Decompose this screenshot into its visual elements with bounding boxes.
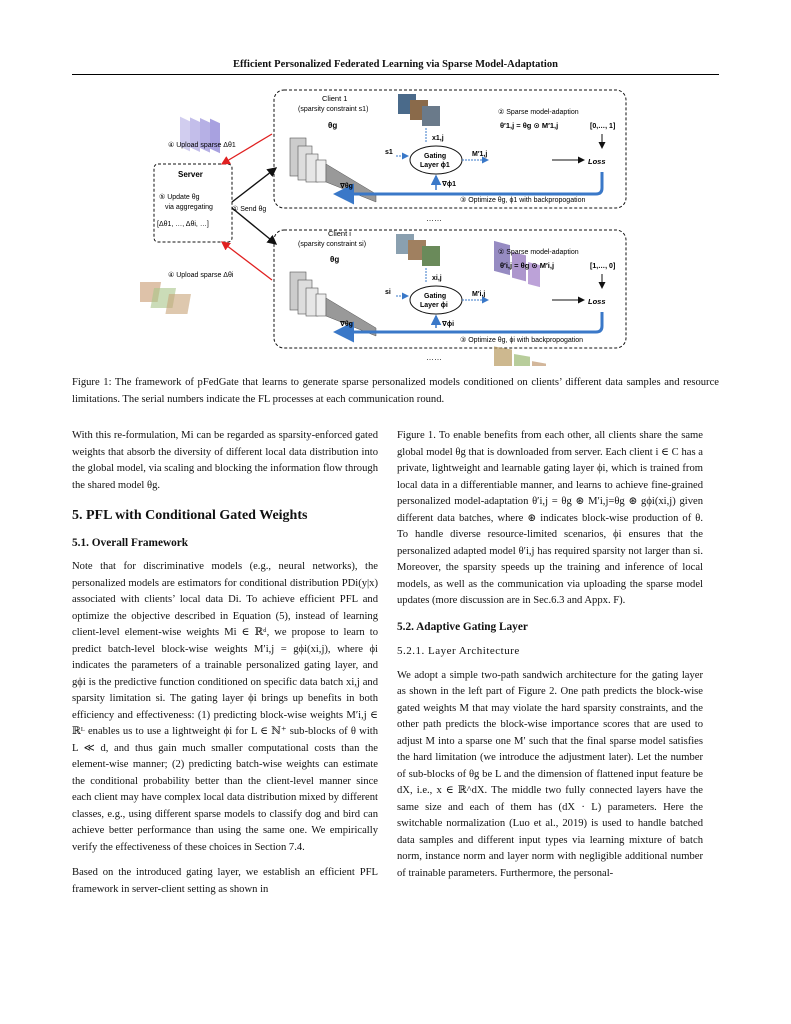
- header-rule: [72, 74, 719, 75]
- server-title: Server: [178, 170, 203, 179]
- range-i: [1,…, 0]: [590, 263, 616, 270]
- dots-middle: ……: [426, 214, 442, 223]
- server-set: [Δθ1, …, Δθi, …]: [157, 221, 209, 228]
- dots-bottom: ……: [426, 353, 442, 362]
- right-column: [397, 428, 703, 891]
- optimize-1: ③ Optimize θg, ϕ1 with backpropogation: [460, 197, 586, 204]
- m1j-label: M′1,j: [472, 151, 488, 158]
- left-paragraph-1: With this re-formulation, Mi can be regarded as sparsity-enforced gated weights that absorb the diversity of different local data distribution into the global model, via scaling and blocking the information flow through the shared model θg.: [72, 430, 378, 491]
- clienti-sub: (sparsity constraint si): [298, 241, 367, 248]
- eq-i: θ′i,j = θg ⊙ M′i,j: [500, 261, 555, 270]
- right-paragraph-2: We adopt a simple two-path sandwich architecture for the gating layer as shown in the left part of Figure 2. One path predicts the block-wise gated weights M that may violate the hard sparsity constraints, and the other path predicts the block-wise importance scores that are used to adjust M into a sparse one M′ such that the final sparse model satisfies the hard limitation (we introduce the adjustment later). Let the number of sub-blocks of θg be L and the dimension of flattened input feature be dX, i.e., x ∈ ℝ^dX. The middle two fully connected layers have the same size and each of them has (dX · L) parameters. Here the switchable normalization (Luo et al., 2019) is used to handle batched data samples and different input types via learning mixture of batch norm, instance norm and layer norm with negligible additional number of trainable parameters. Furthermore, the personal-: [397, 669, 703, 879]
- theta-g-i: θg: [330, 255, 340, 264]
- server-update: ⑤ Update θg: [159, 194, 200, 201]
- model-layers-i: [290, 272, 376, 336]
- server-via: via aggregating: [165, 204, 213, 211]
- upload-stack-i: [140, 282, 191, 314]
- figure-caption: Figure 1: The framework of pFedGate that learns to generate sparse personalized models conditioned on clients’ different data samples and resource limitations. The serial numbers indicate the FL processes at each communication round.: [72, 377, 719, 405]
- subsection-title-5-2: 5.2. Adaptive Gating Layer: [397, 620, 528, 633]
- adaption-label-1: ② Sparse model-adaption: [498, 109, 579, 116]
- subsubsection-title: 5.2.1. Layer Architecture: [397, 645, 520, 657]
- mij-label: M′i,j: [472, 291, 486, 298]
- input-images-i: [396, 234, 440, 266]
- grad-theta-1: ∇θg: [340, 183, 353, 190]
- section-title: 5. PFL with Conditional Gated Weights: [72, 508, 308, 523]
- upload-arrow-1: [222, 134, 272, 164]
- left-column: [72, 428, 378, 907]
- clienti-title: Client i: [328, 229, 351, 238]
- layer-phii: Layer ϕi: [420, 302, 448, 309]
- upload-label-1: ④ Upload sparse Δθ1: [168, 142, 236, 149]
- client1-title: Client 1: [322, 94, 348, 103]
- gating-layer-1: [410, 146, 462, 174]
- theta-g-1: θg: [328, 121, 338, 130]
- framework-figure: [140, 84, 660, 366]
- subsection-title-5-1: 5.1. Overall Framework: [72, 536, 189, 549]
- adaption-label-i: ② Sparse model-adaption: [498, 249, 579, 256]
- model-layers-1: [290, 138, 376, 202]
- upload-label-i: ④ Upload sparse Δθi: [168, 272, 234, 279]
- grad-phii: ∇ϕi: [442, 321, 455, 328]
- input-images-1: [398, 94, 440, 126]
- client1-sub: (sparsity constraint s1): [298, 106, 369, 113]
- range-1: [0,…, 1]: [590, 123, 616, 130]
- gating-label-i: Gating: [424, 293, 447, 300]
- left-paragraph-2: Note that for discriminative models (e.g., neural networks), the personalized models are estimators for conditional distribution PDi(y|x) associated with clients’ local data Di. To achieve efficient PFL and optimize the objective described in Equation (5), instead of learning client-level element-wise weights Mi ∈ ℝᵈ, we propose to learn to predict batch-level block-wise weights M′i,j = gϕi(xi,j), where ϕi indicates the parameters of a trainable personalized gating layer, and gϕi is the predictive function conditioned on specific data batch xi,j and sparsity limitation si. The gating layer ϕi brings up benefits in both efficiency and effectiveness: (1) predicting block-wise weights M′i,j ∈ ℝᴸ enables us to use a lightweight ϕi for L ∈ ℕ⁺ sub-blocks of θ with L ≪ d, and thus gain much smaller computational costs than the element-wise manner; (2) predicting batch-wise weights can estimate the conditional probability better than the client-level manner since each client may have complex local data distribution mixed by different classes, e.g., using different sparse models to classify dog and bird can achieve better performance than using the same one. We empirically verify the effectiveness of these choices in Section 7.4.: [72, 561, 378, 853]
- layer-phi1: Layer ϕ1: [420, 162, 450, 169]
- si-label: si: [385, 289, 391, 296]
- grad-phi1: ∇ϕ1: [442, 181, 457, 188]
- send-arrow-i: [232, 208, 276, 244]
- running-header: Efficient Personalized Federated Learning via Sparse Model-Adaptation: [233, 59, 558, 70]
- loss-i: Loss: [588, 297, 606, 306]
- right-paragraph-1: Figure 1. To enable benefits from each other, all clients share the same global model θg that is downloaded from server. Each client i ∈ C has a private, lightweight and learnable gating layer ϕi, which is trained from local data in a differentiable manner, and learns to achieve fine-grained personalized model-adaptation θ′i,j = θg ⊛ M′i,j=θg ⊛ gϕi(xi,j) given different data batches, where ⊛ indicates block-wise production of θ. To handle diverse resource-limited scenarios, ϕi ensures that the personalized adapted model θ′i,j has required sparsity not larger than si. Moreover, the sparsity speeds up the training and inference of local models, as well as the communication via uploading the sparse model updates (more discussion are in Sec.6.3 and Appx. F).: [397, 430, 703, 606]
- sparse-model-i: [494, 346, 546, 366]
- gating-label-1: Gating: [424, 153, 447, 160]
- left-paragraph-3: Based on the introduced gating layer, we establish an efficient PFL framework in server-client setting as shown in: [72, 867, 378, 895]
- send-label: ① Send θg: [232, 206, 267, 213]
- x1j-label: x1,j: [432, 135, 444, 142]
- s1-label: s1: [385, 149, 393, 156]
- xij-label: xi,j: [432, 275, 442, 282]
- send-arrow-1: [232, 168, 276, 202]
- eq-1: θ′1,j = θg ⊙ M′1,j: [500, 121, 559, 130]
- loss-1: Loss: [588, 157, 606, 166]
- backprop-arrow-1: [336, 172, 602, 194]
- gating-layer-i: [410, 286, 462, 314]
- optimize-i: ③ Optimize θg, ϕi with backpropogation: [460, 337, 584, 344]
- grad-theta-i: ∇θg: [340, 321, 353, 328]
